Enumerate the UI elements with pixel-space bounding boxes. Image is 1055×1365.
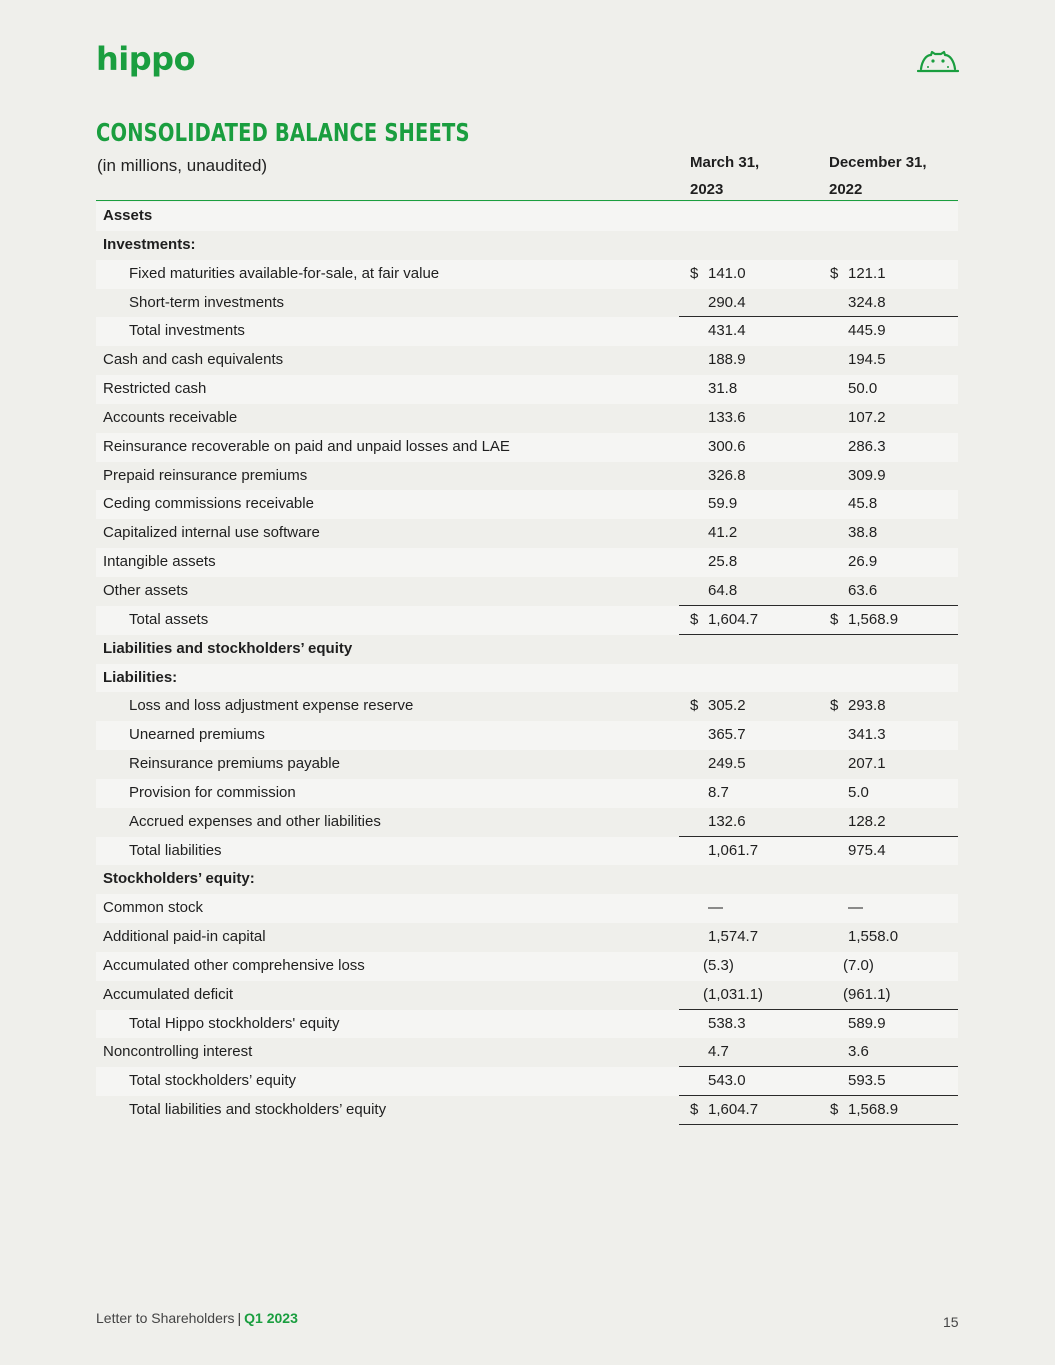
- dollar-sign: $: [830, 610, 839, 628]
- value-march-2023: [679, 1067, 819, 1096]
- value-text: (5.3): [703, 956, 734, 974]
- value-march-2023: [679, 260, 819, 289]
- row-label: Unearned premiums: [129, 726, 265, 744]
- dollar-sign: $: [830, 1101, 839, 1119]
- column-header-year: 2022: [829, 181, 863, 198]
- footer-quarter: Q1 2023: [244, 1310, 298, 1326]
- value-text: 45.8: [848, 495, 878, 513]
- value-march-2023: [679, 289, 819, 318]
- value-march-2023: [679, 548, 819, 577]
- value-text: 41.2: [708, 524, 738, 542]
- value-text: —: [848, 899, 863, 917]
- value-text: 59.9: [708, 495, 738, 513]
- dollar-sign: $: [690, 1101, 699, 1119]
- value-december-2022: [819, 289, 958, 318]
- table-row: [96, 779, 958, 808]
- table-row: [96, 865, 958, 894]
- footer-title: Letter to Shareholders: [96, 1310, 235, 1326]
- value-march-2023: [679, 952, 819, 981]
- row-label: Total liabilities: [129, 841, 222, 859]
- row-label: Other assets: [103, 581, 189, 599]
- value-text: 64.8: [708, 581, 738, 599]
- value-december-2022: [819, 490, 958, 519]
- value-text: 31.8: [708, 380, 738, 398]
- value-december-2022: [819, 433, 958, 462]
- table-row: [96, 404, 958, 433]
- value-text: 324.8: [848, 293, 886, 311]
- value-text: 538.3: [708, 1014, 746, 1032]
- value-december-2022: [819, 1038, 958, 1067]
- table-row: [96, 606, 958, 635]
- row-label: Total liabilities and stockholders’ equity: [129, 1101, 387, 1119]
- value-text: 1,574.7: [708, 928, 759, 946]
- value-march-2023: [679, 923, 819, 952]
- table-row: [96, 577, 958, 606]
- value-december-2022: [819, 1010, 958, 1039]
- value-december-2022: [819, 519, 958, 548]
- table-row: [96, 952, 958, 981]
- value-december-2022: [819, 837, 958, 866]
- table-row: [96, 202, 958, 231]
- table-row: [96, 462, 958, 491]
- value-march-2023: [679, 490, 819, 519]
- value-text: 589.9: [848, 1014, 886, 1032]
- footer: [96, 1310, 298, 1326]
- value-march-2023: [679, 692, 819, 721]
- value-march-2023: [679, 375, 819, 404]
- value-text: 365.7: [708, 726, 746, 744]
- value-december-2022: [819, 894, 958, 923]
- value-text: 5.0: [848, 783, 869, 801]
- column-header-year: 2023: [690, 181, 724, 198]
- value-march-2023: [679, 346, 819, 375]
- value-march-2023: [679, 433, 819, 462]
- table-row: [96, 981, 958, 1010]
- row-label: Liabilities and stockholders’ equity: [103, 639, 353, 657]
- row-label: Fixed maturities available-for-sale, at fair value: [129, 264, 440, 282]
- value-text: 121.1: [848, 264, 886, 282]
- value-text: 326.8: [708, 466, 746, 484]
- value-december-2022: [819, 317, 958, 346]
- value-december-2022: [819, 635, 958, 664]
- page-number: 15: [943, 1314, 959, 1330]
- row-label: Short-term investments: [129, 293, 285, 311]
- value-march-2023: [679, 808, 819, 837]
- row-label: Stockholders’ equity:: [103, 870, 255, 888]
- row-label: Intangible assets: [103, 553, 216, 571]
- value-text: 26.9: [848, 553, 878, 571]
- value-text: 1,568.9: [848, 1101, 899, 1119]
- value-march-2023: [679, 750, 819, 779]
- value-text: 4.7: [708, 1043, 729, 1061]
- dollar-sign: $: [830, 264, 839, 282]
- value-text: 300.6: [708, 437, 746, 455]
- value-text: 1,568.9: [848, 610, 899, 628]
- table-row: [96, 750, 958, 779]
- value-text: 445.9: [848, 322, 886, 340]
- value-text: 1,558.0: [848, 928, 899, 946]
- value-december-2022: [819, 1096, 958, 1125]
- table-row: [96, 1096, 958, 1125]
- column-header-date: March 31,: [690, 154, 760, 171]
- table-row: [96, 692, 958, 721]
- row-label: Accumulated deficit: [103, 985, 234, 1003]
- value-text: 141.0: [708, 264, 746, 282]
- table-row: [96, 289, 958, 318]
- dollar-sign: $: [690, 264, 699, 282]
- table-row: [96, 375, 958, 404]
- value-text: 1,604.7: [708, 1101, 759, 1119]
- value-text: 1,604.7: [708, 610, 759, 628]
- value-text: 293.8: [848, 697, 886, 715]
- value-text: (7.0): [843, 956, 874, 974]
- value-march-2023: [679, 606, 819, 635]
- table-row: [96, 635, 958, 664]
- row-label: Total Hippo stockholders' equity: [129, 1014, 340, 1032]
- row-label: Restricted cash: [103, 380, 207, 398]
- value-text: 194.5: [848, 351, 886, 369]
- page-title: CONSOLIDATED BALANCE SHEETS: [96, 118, 470, 147]
- table-row: [96, 317, 958, 346]
- table-row: [96, 721, 958, 750]
- hippo-logo: hippo: [96, 40, 196, 78]
- value-december-2022: [819, 779, 958, 808]
- value-december-2022: [819, 981, 958, 1010]
- value-text: 133.6: [708, 408, 746, 426]
- value-december-2022: [819, 577, 958, 606]
- value-text: 1,061.7: [708, 841, 759, 859]
- dollar-sign: $: [690, 697, 699, 715]
- value-march-2023: [679, 317, 819, 346]
- value-text: 50.0: [848, 380, 878, 398]
- value-march-2023: [679, 894, 819, 923]
- value-text: 593.5: [848, 1072, 886, 1090]
- row-label: Prepaid reinsurance premiums: [103, 466, 308, 484]
- value-march-2023: [679, 462, 819, 491]
- value-march-2023: [679, 577, 819, 606]
- table-row: [96, 260, 958, 289]
- value-december-2022: [819, 260, 958, 289]
- value-text: 25.8: [708, 553, 738, 571]
- row-label: Noncontrolling interest: [103, 1043, 253, 1061]
- value-text: 3.6: [848, 1043, 869, 1061]
- value-text: 8.7: [708, 783, 729, 801]
- value-march-2023: [679, 779, 819, 808]
- column-header-march-2023: [690, 149, 810, 203]
- value-december-2022: [819, 750, 958, 779]
- value-text: (1,031.1): [703, 985, 764, 1003]
- value-text: 38.8: [848, 524, 878, 542]
- value-december-2022: [819, 721, 958, 750]
- table-row: [96, 837, 958, 866]
- value-december-2022: [819, 346, 958, 375]
- value-december-2022: [819, 606, 958, 635]
- value-december-2022: [819, 952, 958, 981]
- table-row: [96, 433, 958, 462]
- value-march-2023: [679, 837, 819, 866]
- value-text: 128.2: [848, 812, 886, 830]
- value-text: 207.1: [848, 755, 886, 773]
- value-december-2022: [819, 923, 958, 952]
- row-label: Accounts receivable: [103, 408, 238, 426]
- value-march-2023: [679, 721, 819, 750]
- value-december-2022: [819, 548, 958, 577]
- value-march-2023: [679, 635, 819, 664]
- table-row: [96, 490, 958, 519]
- value-text: 132.6: [708, 812, 746, 830]
- value-december-2022: [819, 808, 958, 837]
- value-text: 305.2: [708, 697, 746, 715]
- dollar-sign: $: [830, 697, 839, 715]
- table-row: [96, 548, 958, 577]
- table-row: [96, 664, 958, 693]
- footer-separator: |: [237, 1310, 242, 1326]
- row-label: Reinsurance recoverable on paid and unpaid losses and LAE: [103, 437, 510, 455]
- table-row: [96, 231, 958, 260]
- row-label: Investments:: [103, 235, 196, 253]
- table-row: [96, 1067, 958, 1096]
- value-text: 107.2: [848, 408, 886, 426]
- value-text: 188.9: [708, 351, 746, 369]
- table-row: [96, 519, 958, 548]
- row-label: Provision for commission: [129, 783, 296, 801]
- hippo-mascot-icon: [917, 49, 959, 75]
- column-header-december-2022: [829, 149, 949, 203]
- value-december-2022: [819, 404, 958, 433]
- row-label: Additional paid-in capital: [103, 928, 266, 946]
- row-label: Total stockholders’ equity: [129, 1072, 297, 1090]
- table-row: [96, 1038, 958, 1067]
- value-text: 249.5: [708, 755, 746, 773]
- value-text: 309.9: [848, 466, 886, 484]
- balance-sheet-table: [96, 202, 958, 1125]
- row-label: Liabilities:: [103, 668, 178, 686]
- value-text: 286.3: [848, 437, 886, 455]
- value-text: (961.1): [843, 985, 891, 1003]
- units-subtitle: (in millions, unaudited): [97, 156, 268, 175]
- value-text: —: [708, 899, 723, 917]
- table-row: [96, 894, 958, 923]
- value-march-2023: [679, 519, 819, 548]
- row-label: Accumulated other comprehensive loss: [103, 956, 365, 974]
- value-text: 63.6: [848, 581, 878, 599]
- row-label: Total assets: [129, 610, 209, 628]
- row-label: Common stock: [103, 899, 204, 917]
- value-text: 341.3: [848, 726, 886, 744]
- value-december-2022: [819, 692, 958, 721]
- row-label: Total investments: [129, 322, 245, 340]
- value-march-2023: [679, 404, 819, 433]
- value-text: 431.4: [708, 322, 746, 340]
- row-label: Loss and loss adjustment expense reserve: [129, 697, 414, 715]
- value-march-2023: [679, 1038, 819, 1067]
- dollar-sign: $: [690, 610, 699, 628]
- row-label: Capitalized internal use software: [103, 524, 320, 542]
- table-row: [96, 1010, 958, 1039]
- row-label: Ceding commissions receivable: [103, 495, 314, 513]
- table-row: [96, 808, 958, 837]
- value-text: 290.4: [708, 293, 746, 311]
- value-december-2022: [819, 1067, 958, 1096]
- value-march-2023: [679, 1096, 819, 1125]
- row-label: Cash and cash equivalents: [103, 351, 284, 369]
- table-row: [96, 923, 958, 952]
- row-label: Assets: [103, 207, 153, 224]
- value-march-2023: [679, 1010, 819, 1039]
- value-text: 543.0: [708, 1072, 746, 1090]
- value-text: 975.4: [848, 841, 886, 859]
- row-label: Accrued expenses and other liabilities: [129, 812, 381, 830]
- row-label: Reinsurance premiums payable: [129, 755, 340, 773]
- value-december-2022: [819, 462, 958, 491]
- header-divider: [96, 200, 958, 201]
- table-row: [96, 346, 958, 375]
- value-december-2022: [819, 375, 958, 404]
- column-header-date: December 31,: [829, 154, 927, 171]
- value-march-2023: [679, 981, 819, 1010]
